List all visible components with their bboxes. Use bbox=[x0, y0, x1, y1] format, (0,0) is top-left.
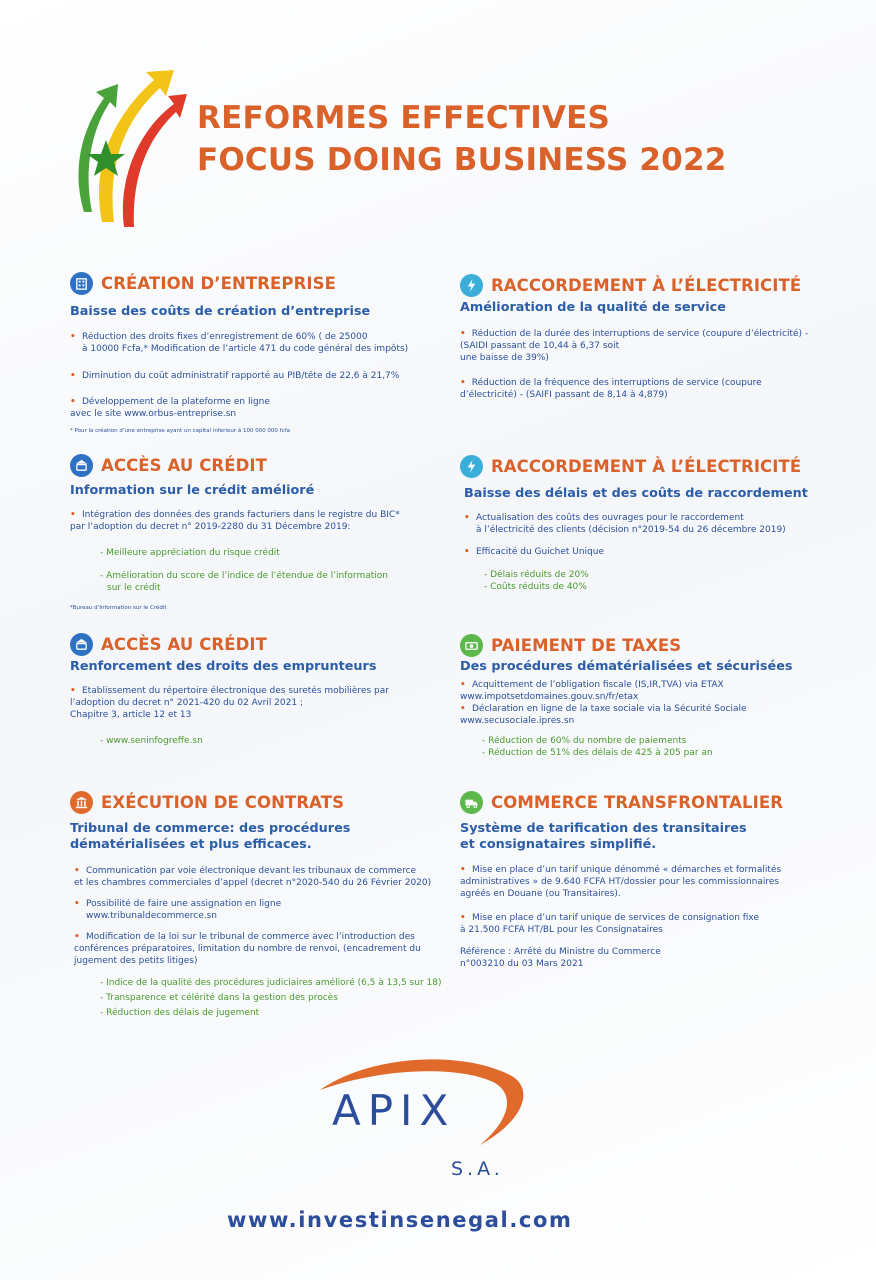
bullet-text: Possibilité de faire une assignation en ligne bbox=[86, 899, 282, 909]
section-header bbox=[70, 631, 470, 657]
reference-text: n°003210 du 03 Mars 2021 bbox=[460, 959, 584, 969]
bullet-text: une baisse de 39%) bbox=[460, 353, 549, 363]
title-line-1: REFORMES EFFECTIVES bbox=[197, 100, 611, 136]
apix-sa: S.A. bbox=[451, 1158, 504, 1180]
section-header bbox=[460, 453, 850, 479]
bullet: • Efficacité du Guichet Unique bbox=[464, 547, 605, 557]
bullet-text: par l’adoption du decret n° 2019-2280 du 31 Décembre 2019: bbox=[70, 522, 351, 532]
section-title: RACCORDEMENT À L’ÉLECTRICITÉ bbox=[491, 275, 802, 295]
bullet-text: Acquittement de l’obligation fiscale (IS,IR,TVA) via ETAX bbox=[472, 680, 724, 690]
bullet: • Réduction des droits fixes d’enregistrement de 60% ( de 25000 à 10000 Fcfa,* Modification de l’article 471 du code général des impôts) bbox=[70, 331, 470, 355]
section-header bbox=[70, 452, 470, 478]
money-icon bbox=[460, 634, 483, 657]
bullet-text: Mise en place d’un tarif unique dénommé « démarches et formalités bbox=[472, 865, 782, 875]
section-title: EXÉCUTION DE CONTRATS bbox=[101, 792, 345, 812]
result-item: - Réduction des délais de jugement bbox=[100, 1008, 260, 1018]
section-creation bbox=[70, 270, 470, 435]
section-subtitle: Baisse des coûts de création d’entreprise bbox=[70, 304, 371, 319]
bullet-text: Déclaration en ligne de la taxe sociale via la Sécurité Sociale bbox=[472, 704, 747, 714]
section-subtitle bbox=[460, 821, 850, 853]
bullet-link-text: www.impotsetdomaines.gouv.sn/fr/etax bbox=[460, 692, 639, 702]
result-item bbox=[70, 570, 470, 594]
building-icon bbox=[70, 272, 93, 295]
truck-icon bbox=[460, 791, 483, 814]
website-url: www.investinsenegal.com bbox=[227, 1208, 573, 1232]
section-cross-border-trade bbox=[460, 789, 850, 970]
section-title: CRÉATION D’ENTREPRISE bbox=[101, 273, 337, 293]
bullet-link-text: www.tribunaldecommerce.sn bbox=[86, 911, 218, 921]
result-item: - Meilleure appréciation du risque crédit bbox=[100, 548, 280, 558]
result-item: - Transparence et célérité dans la gestion des procès bbox=[100, 993, 338, 1003]
result-item: - Réduction de 51% des délais de 425 à 205 par an bbox=[482, 748, 713, 758]
bullet-text: l’adoption du decret n° 2021-420 du 02 Avril 2021 ; bbox=[70, 698, 303, 708]
reference-text: Référence : Arrêté du Ministre du Commerce bbox=[460, 947, 661, 957]
bullet-link-text: avec le site www.orbus-entreprise.sn bbox=[70, 409, 237, 419]
footnote: * Pour la création d’une entreprise ayant un capital inferieur à 100 000 000 fcfa bbox=[70, 428, 290, 434]
bullet: • Diminution du coût administratif rapporté au PIB/tête de 22,6 à 21,7% bbox=[70, 370, 470, 382]
section-header bbox=[70, 270, 470, 296]
bullet-text: jugement des petits litiges) bbox=[74, 956, 198, 966]
section-contracts bbox=[70, 789, 450, 1019]
bullet-text: Réduction des droits fixes d’enregistrement de 60% ( de 25000 bbox=[82, 332, 368, 342]
bank-card-icon bbox=[70, 633, 93, 656]
apix-logo: APIX bbox=[332, 1086, 456, 1135]
result-link: - www.seninfogreffe.sn bbox=[100, 736, 203, 746]
bullet: • Déclaration en ligne de la taxe sociale via la Sécurité Sociale www.secusociale.ipres.sn bbox=[460, 703, 850, 727]
section-electricity-connection bbox=[460, 453, 850, 593]
bullet-text: et les chambres commerciales d’appel (decret n°2020-540 du 26 Février 2020) bbox=[74, 878, 432, 888]
bullet: • Développement de la plateforme en ligne avec le site www.orbus-entreprise.sn bbox=[70, 396, 470, 420]
bullet: • Mise en place d’un tarif unique de services de consignation fixe à 21.500 FCFA HT/BL pour les Consignataires bbox=[460, 912, 850, 936]
bullet: • Possibilité de faire une assignation en ligne www.tribunaldecommerce.sn bbox=[70, 898, 450, 922]
bullet-text: Mise en place d’un tarif unique de services de consignation fixe bbox=[472, 913, 760, 923]
section-title: COMMERCE TRANSFRONTALIER bbox=[491, 792, 784, 812]
lightning-icon bbox=[460, 274, 483, 297]
bullet-text: Intégration des données des grands facturiers dans le registre du BIC* bbox=[82, 510, 400, 520]
section-header bbox=[460, 272, 830, 298]
bullet: • Mise en place d’un tarif unique dénommé « démarches et formalités administratives » de 9.640 FCFA HT/dossier pour les commissionnaires agréés en Douane (ou Transitaires). bbox=[460, 864, 850, 900]
page-title bbox=[197, 97, 727, 181]
bullet-text: Diminution du coût administratif rapporté au PIB/tête de 22,6 à 21,7% bbox=[82, 371, 400, 381]
bullet-text: à l’électricité des clients (décision n°2019-54 du 26 décembre 2019) bbox=[476, 525, 786, 535]
result-item: - Délais réduits de 20% bbox=[484, 570, 589, 580]
subtitle-line: et consignataires simplifié. bbox=[460, 837, 657, 852]
bullet-text: Actualisation des coûts des ouvrages pour le raccordement bbox=[476, 513, 744, 523]
bullet-text: d’électricité) - (SAIFI passant de 8,14 à 4,879) bbox=[460, 390, 668, 400]
bullet-text: Modification de la loi sur le tribunal de commerce avec l’introduction des bbox=[86, 932, 415, 942]
bullet-text: Etablissement du répertoire électronique des suretés mobilières par bbox=[82, 686, 389, 696]
bullet: • Intégration des données des grands facturiers dans le registre du BIC* par l’adoption du decret n° 2019-2280 du 31 Décembre 2019: bbox=[70, 509, 470, 533]
bullet-text: à 21.500 FCFA HT/BL pour les Consignataires bbox=[460, 925, 663, 935]
result-item: - Réduction de 60% du nombre de paiements bbox=[482, 736, 687, 746]
section-header bbox=[70, 789, 450, 815]
result-text: sur le crédit bbox=[107, 583, 161, 593]
section-title: PAIEMENT DE TAXES bbox=[491, 635, 682, 655]
bullet-text: administratives » de 9.640 FCFA HT/dossier pour les commissionnaires bbox=[460, 877, 780, 887]
bullet-text: Communication par voie électronique devant les tribunaux de commerce bbox=[86, 866, 417, 876]
result-text: - Amélioration du score de l’indice de l’étendue de l’information bbox=[100, 571, 388, 581]
section-taxes bbox=[460, 632, 850, 759]
section-subtitle: Renforcement des droits des emprunteurs bbox=[70, 659, 377, 674]
result-item: - Indice de la qualité des procédures judiciaires amélioré (6,5 à 13,5 sur 18) bbox=[100, 978, 442, 988]
bullet-text: Réduction de la fréquence des interruptions de service (coupure bbox=[471, 378, 762, 388]
bullet-text: Efficacité du Guichet Unique bbox=[476, 547, 605, 557]
section-header bbox=[460, 789, 850, 815]
section-header bbox=[460, 632, 850, 658]
bullet-text: Réduction de la durée des interruptions de service (coupure d’électricité) - bbox=[471, 329, 809, 339]
section-title: ACCÈS AU CRÉDIT bbox=[101, 455, 267, 475]
bullet-text: Développement de la plateforme en ligne bbox=[82, 397, 270, 407]
section-subtitle: Amélioration de la qualité de service bbox=[460, 300, 726, 315]
section-credit-rights bbox=[70, 631, 470, 747]
courthouse-icon bbox=[70, 791, 93, 814]
section-subtitle: Baisse des délais et des coûts de raccordement bbox=[464, 486, 808, 501]
bullet: • Réduction de la fréquence des interruptions de service (coupure d’électricité) - (SAIFI passant de 8,14 à 4,879) bbox=[460, 377, 830, 401]
bullet: • Réduction de la durée des interruptions de service (coupure d’électricité) - (SAIDI passant de 10,44 à 6,37 soit une baisse de 39%) bbox=[460, 328, 830, 364]
section-title: ACCÈS AU CRÉDIT bbox=[101, 634, 267, 654]
bullet: • Communication par voie électronique devant les tribunaux de commerce et les chambres commerciales d’appel (decret n°2020-540 du 26 Février 2020) bbox=[70, 865, 450, 889]
section-subtitle: Information sur le crédit amélioré bbox=[70, 483, 315, 498]
reference bbox=[460, 946, 850, 970]
result-item: - Coûts réduits de 40% bbox=[484, 582, 587, 592]
lightning-icon bbox=[460, 455, 483, 478]
bullet-text: agréés en Douane (ou Transitaires). bbox=[460, 889, 621, 899]
bank-card-icon bbox=[70, 454, 93, 477]
bullet: • Acquittement de l’obligation fiscale (IS,IR,TVA) via ETAX www.impotsetdomaines.gouv.sn/fr/etax bbox=[460, 679, 850, 703]
footnote: *Bureau d’Information sur le Crédit bbox=[70, 605, 167, 611]
section-subtitle bbox=[70, 821, 450, 853]
bullet-link-text: www.secusociale.ipres.sn bbox=[460, 716, 575, 726]
title-line-2: FOCUS DOING BUSINESS 2022 bbox=[197, 142, 727, 178]
subtitle-line: Tribunal de commerce: des procédures bbox=[70, 821, 351, 836]
bullet-text: Chapitre 3, article 12 et 13 bbox=[70, 710, 192, 720]
bullet-text: conférences préparatoires, limitation du nombre de renvoi, (encadrement du bbox=[74, 944, 421, 954]
bullet-text: (SAIDI passant de 10,44 à 6,37 soit bbox=[460, 341, 620, 351]
section-credit-information bbox=[70, 452, 470, 612]
bullet-text: à 10000 Fcfa,* Modification de l’article 471 du code général des impôts) bbox=[82, 344, 409, 354]
bullet: • Etablissement du répertoire électronique des suretés mobilières par l’adoption du decret n° 2021-420 du 02 Avril 2021 ; Chapitre 3, article 12 et 13 bbox=[70, 685, 470, 721]
section-electricity-quality bbox=[460, 272, 830, 401]
bullet: • Actualisation des coûts des ouvrages pour le raccordement à l’électricité des clients (décision n°2019-54 du 26 décembre 2019) bbox=[460, 512, 850, 536]
subtitle-line: dématérialisées et plus efficaces. bbox=[70, 837, 312, 852]
subtitle-line: Système de tarification des transitaires bbox=[460, 821, 747, 836]
senegal-arrows-logo bbox=[62, 62, 187, 232]
section-title: RACCORDEMENT À L’ÉLECTRICITÉ bbox=[491, 456, 802, 476]
bullet: • Modification de la loi sur le tribunal de commerce avec l’introduction des conférences préparatoires, limitation du nombre de renvoi, (encadrement du jugement des petits litiges) bbox=[70, 931, 450, 967]
section-subtitle: Des procédures dématérialisées et sécurisées bbox=[460, 659, 793, 674]
